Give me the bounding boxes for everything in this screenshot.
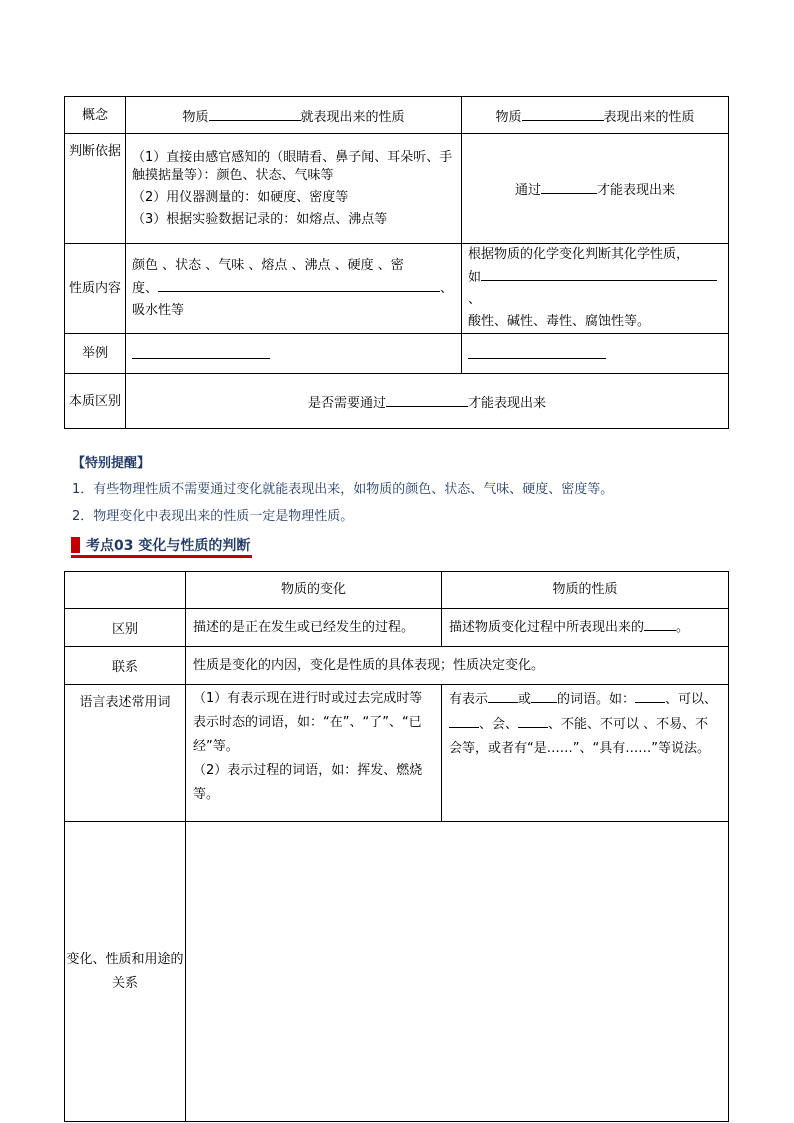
row-label-relation: 变化、性质和用途的关系	[65, 822, 186, 1122]
property-comparison-table	[64, 96, 729, 429]
row-label-language: 语言表述常用词	[65, 685, 186, 822]
section-heading: 考点03 变化与性质的判断	[71, 535, 252, 558]
physical-content-cell: 颜色 、状态 、气味 、熔点 、沸点 、硬度 、密 度、 、 吸水性等	[126, 244, 462, 334]
physical-example-cell	[126, 334, 462, 374]
header-empty	[65, 572, 186, 609]
physical-basis-cell	[126, 134, 462, 244]
basis-item: （1）直接由感官感知的（眼睛看、鼻子闻、耳朵听、手触摸掂量等）：颜色、状态、气味等	[132, 149, 453, 183]
header-property: 物质的性质	[442, 572, 729, 609]
fill-blank[interactable]	[531, 687, 557, 703]
row-label-concept: 概念	[65, 97, 126, 134]
row-label-link: 联系	[65, 647, 186, 685]
language-change-cell: （1）有表示现在进行时或过去完成时等表示时态的词语，如：“在”、“了”、“已经”等。 （2）表示过程的词语，如：挥发、燃烧等。	[186, 685, 442, 822]
row-label-diff: 区别	[65, 609, 186, 647]
fill-blank[interactable]	[158, 277, 440, 292]
language-property-cell: 有表示 或 的词语。如： 、可以、、会、 、不能、不可以 、不易、不会等，或者有“是……”、“具有……”等说法。	[442, 685, 729, 822]
fill-blank[interactable]	[644, 615, 676, 631]
fill-blank[interactable]	[132, 344, 270, 359]
chemical-example-cell	[462, 334, 729, 374]
fill-blank[interactable]	[209, 106, 301, 121]
heading-marker-icon	[71, 537, 80, 553]
basis-item: （3）根据实验数据记录的：如熔点、沸点等	[132, 211, 388, 227]
fill-blank[interactable]	[522, 106, 604, 121]
row-label-basis: 判断依据	[65, 134, 126, 244]
fill-blank[interactable]	[468, 344, 606, 359]
reminder-item: 2．物理变化中表现出来的性质一定是物理性质。	[72, 509, 354, 524]
row-label-example: 举例	[65, 334, 126, 374]
fill-blank[interactable]	[635, 687, 665, 703]
fill-blank[interactable]	[518, 712, 548, 728]
chemical-content-cell: 根据物质的化学变化判断其化学性质， 如、 酸性、碱性、毒性、腐蚀性等。	[462, 244, 729, 334]
reminder-item: 1．有些物理性质不需要通过变化就能表现出来，如物质的颜色、状态、气味、硬度、密度等。	[72, 482, 614, 497]
essence-cell: 是否需要通过 才能表现出来	[126, 374, 729, 429]
fill-blank[interactable]	[449, 712, 479, 728]
chemical-basis-cell: 通过 才能表现出来	[462, 134, 729, 244]
row-label-content: 性质内容	[65, 244, 126, 334]
reminder-title: 【特别提醒】	[72, 456, 151, 471]
fill-blank[interactable]	[386, 392, 468, 407]
chemical-concept-cell: 物质 表现出来的性质	[462, 97, 729, 134]
fill-blank[interactable]	[481, 266, 717, 281]
header-change: 物质的变化	[186, 572, 442, 609]
diff-change-cell: 描述的是正在发生或已经发生的过程。	[186, 609, 442, 647]
physical-concept-cell: 物质 就表现出来的性质	[126, 97, 462, 134]
diff-property-cell: 描述物质变化过程中所表现出来的 。	[442, 609, 729, 647]
relation-cell[interactable]	[186, 822, 729, 1122]
basis-item: （2）用仪器测量的：如硬度、密度等	[132, 189, 349, 205]
fill-blank[interactable]	[541, 179, 597, 194]
link-cell: 性质是变化的内因，变化是性质的具体表现；性质决定变化。	[186, 647, 729, 685]
fill-blank[interactable]	[488, 687, 518, 703]
row-label-essence: 本质区别	[65, 374, 126, 429]
change-property-table	[64, 571, 729, 1122]
